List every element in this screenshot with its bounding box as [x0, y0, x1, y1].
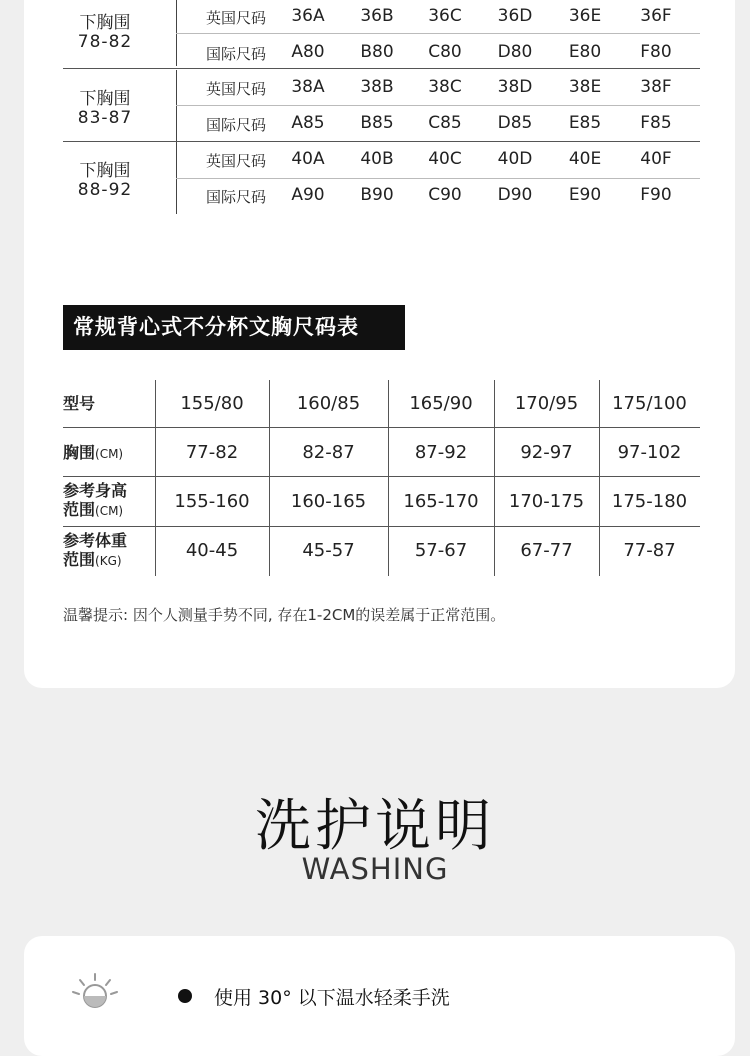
row-header: 胸围(CM) — [63, 443, 124, 462]
table-cell: 155-160 — [174, 491, 250, 512]
size-cell: B80 — [360, 42, 394, 62]
underbust-cell — [63, 0, 177, 66]
size-cell: 36B — [360, 6, 394, 26]
table-cell: 170/95 — [514, 393, 579, 414]
table-cell: 170-175 — [508, 491, 585, 512]
row-label: 英国尺码 — [206, 9, 267, 27]
size-cell: 40F — [640, 149, 672, 169]
size-cell: F85 — [640, 113, 672, 133]
underbust-range: 83-87 — [77, 108, 133, 128]
row-label: 英国尺码 — [206, 80, 267, 98]
size-cell: C80 — [428, 42, 462, 62]
row-label: 国际尺码 — [206, 188, 267, 206]
list-bullet — [178, 989, 192, 1003]
table-cell: 92-97 — [520, 442, 573, 463]
size-cell: A80 — [291, 42, 325, 62]
washing-subtitle: WASHING — [301, 852, 449, 886]
size-note: 温馨提示: 因个人测量手势不同, 存在1-2CM的误差属于正常范围。 — [63, 606, 506, 624]
care-item: 使用 30° 以下温水轻柔手洗 — [214, 987, 450, 1009]
sun-water-icon — [69, 970, 121, 1010]
size-cell: E90 — [568, 185, 602, 205]
table-cell: 175-180 — [611, 491, 688, 512]
size-cell: D90 — [497, 185, 533, 205]
size-cell: 40C — [428, 149, 462, 169]
table-row — [176, 178, 700, 214]
size-group — [63, 0, 700, 66]
table-row — [176, 35, 700, 71]
row-divider — [176, 33, 700, 34]
size-cell: 40A — [291, 149, 325, 169]
size-cell: A85 — [291, 113, 325, 133]
vest-table-title: 常规背心式不分杯文胸尺码表 — [63, 305, 405, 350]
size-cell: C90 — [428, 185, 462, 205]
table-row — [176, 142, 700, 178]
group-divider — [63, 68, 700, 69]
size-cell: 40B — [360, 149, 394, 169]
row-label: 国际尺码 — [206, 45, 267, 63]
size-cell: F90 — [640, 185, 672, 205]
table-cell: 175/100 — [612, 393, 687, 414]
table-row — [176, 70, 700, 106]
table-cell: 67-77 — [520, 540, 573, 561]
washing-title: 洗护说明 — [255, 794, 495, 859]
size-cell: 38A — [291, 77, 325, 97]
size-cell: 38D — [497, 77, 533, 97]
underbust-label: 下胸围 — [79, 161, 131, 181]
size-cell: B85 — [360, 113, 394, 133]
table-row — [176, 106, 700, 142]
row-header: 参考身高 范围(CM) — [63, 481, 128, 519]
size-cell: 36D — [497, 6, 533, 26]
underbust-range: 88-92 — [77, 180, 133, 200]
table-cell: 77-82 — [185, 442, 239, 463]
row-header: 参考体重 范围(KG) — [63, 531, 128, 569]
table-cell: 77-87 — [623, 540, 676, 561]
table-cell: 160-165 — [290, 491, 367, 512]
size-cell: 40E — [568, 149, 602, 169]
table-cell: 82-87 — [302, 442, 355, 463]
size-cell: 38B — [360, 77, 394, 97]
table-cell: 97-102 — [617, 442, 682, 463]
underbust-cell — [63, 142, 177, 214]
table-row — [176, 0, 700, 35]
table-cell: 160/85 — [296, 393, 361, 414]
table-cell: 87-92 — [414, 442, 468, 463]
underbust-label: 下胸围 — [79, 13, 131, 33]
underbust-cell — [63, 70, 177, 142]
size-cell: 36E — [568, 6, 602, 26]
row-label: 英国尺码 — [206, 152, 267, 170]
size-cell: 40D — [497, 149, 533, 169]
table-cell: 165-170 — [403, 491, 479, 512]
size-cell: A90 — [291, 185, 325, 205]
row-header: 型号 — [63, 394, 96, 413]
size-cell: 36A — [291, 6, 325, 26]
underbust-range: 78-82 — [77, 32, 133, 52]
vest-size-table — [63, 380, 700, 576]
row-label: 国际尺码 — [206, 116, 267, 134]
size-cell: 38F — [640, 77, 672, 97]
row-divider — [63, 476, 700, 477]
size-cell: 38C — [428, 77, 462, 97]
size-cell: 36C — [428, 6, 462, 26]
size-cell: E80 — [568, 42, 602, 62]
table-cell: 40-45 — [185, 540, 239, 561]
table-cell: 155/80 — [180, 393, 244, 414]
size-cell: D80 — [497, 42, 533, 62]
size-cell: 38E — [568, 77, 602, 97]
row-divider — [63, 526, 700, 527]
size-group — [63, 70, 700, 142]
size-cell: D85 — [497, 113, 533, 133]
table-cell: 45-57 — [302, 540, 355, 561]
table-cell: 57-67 — [414, 540, 468, 561]
size-cell: C85 — [428, 113, 462, 133]
row-divider — [63, 427, 700, 428]
size-cell: 36F — [640, 6, 672, 26]
size-cell: E85 — [568, 113, 602, 133]
table-cell: 165/90 — [409, 393, 473, 414]
size-cell: B90 — [360, 185, 394, 205]
size-cell: F80 — [640, 42, 672, 62]
underbust-label: 下胸围 — [79, 89, 131, 109]
size-group — [63, 142, 700, 214]
